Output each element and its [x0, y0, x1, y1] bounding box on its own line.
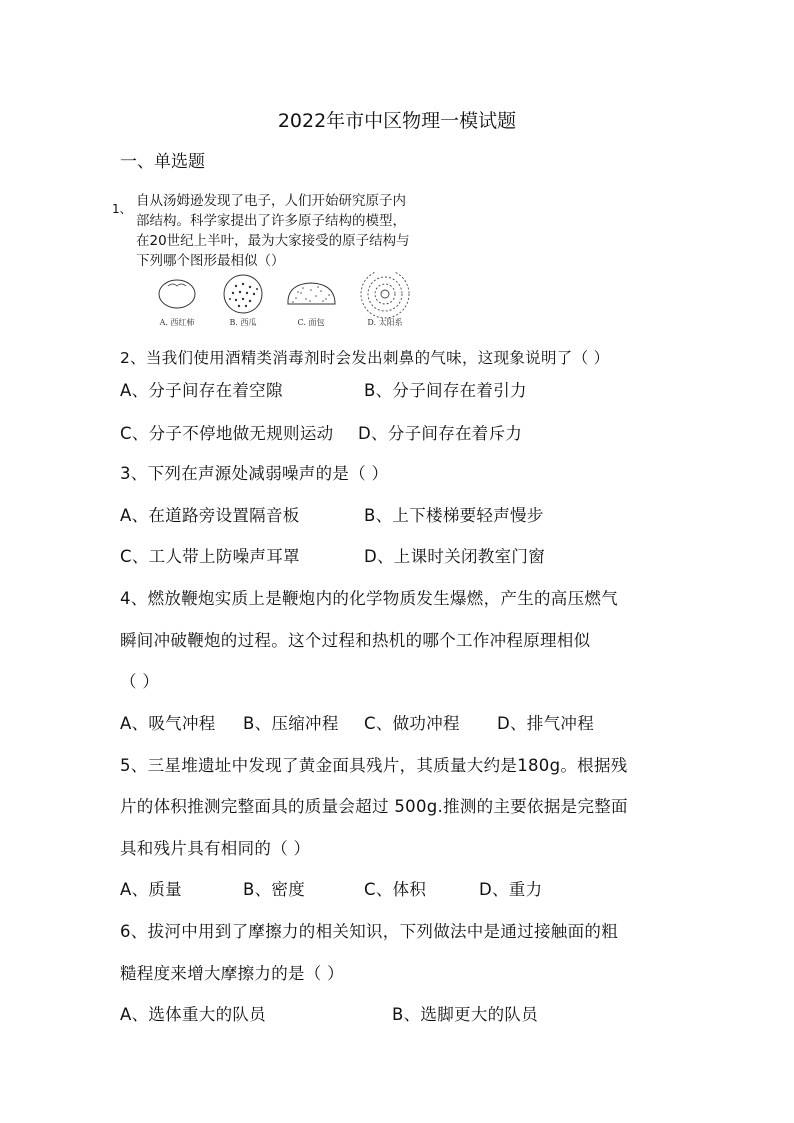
q1-number: 1、 — [112, 202, 132, 216]
q1-stem-line: 下列哪个图形最相似（） — [136, 253, 285, 269]
q4-stem-line: 4、燃放鞭炮实质上是鞭炮内的化学物质发生爆燃，产生的高压燃气 — [120, 589, 618, 608]
page-title: 2022年市中区物理一模试题 — [277, 110, 517, 132]
q3-option-d: D、上课时关闭教室门窗 — [364, 547, 546, 566]
q2-option-a: A、分子间存在着空隙 — [120, 381, 283, 400]
q3-option-b: B、上下楼梯要轻声慢步 — [364, 506, 544, 525]
q1-figures — [140, 272, 420, 330]
figure-label: A. 西红柿 — [159, 318, 195, 327]
q5-stem-line: 片的体积推测完整面具的质量会超过 500g.推测的主要依据是完整面 — [120, 797, 628, 816]
q4-stem-line: 瞬间冲破鞭炮的过程。这个过程和热机的哪个工作冲程原理相似 — [120, 631, 591, 650]
q3-option-c: C、工人带上防噪声耳罩 — [120, 547, 300, 566]
q5-stem-line: 5、三星堆遗址中发现了黄金面具残片，其质量大约是180g。根据残 — [120, 756, 628, 775]
q3-stem: 3、下列在声源处减弱噪声的是（ ） — [120, 464, 389, 483]
q1-stem-line: 部结构。科学家提出了许多原子结构的模型， — [136, 213, 406, 229]
q1-stem-line: 自从汤姆逊发现了电子，人们开始研究原子内 — [136, 193, 406, 209]
q5-option-d: D、重力 — [479, 880, 543, 899]
q6-stem-line: 糙程度来增大摩擦力的是（ ） — [120, 964, 344, 983]
q4-option-c: C、做功冲程 — [364, 714, 460, 733]
bread-figure — [288, 283, 335, 304]
q2-option-b: B、分子间存在着引力 — [364, 381, 527, 400]
q4-option-b: B、压缩冲程 — [243, 714, 339, 733]
q5-option-b: B、密度 — [243, 880, 306, 899]
q5-option-c: C、体积 — [364, 880, 427, 899]
q4-option-a: A、吸气冲程 — [120, 714, 216, 733]
section-heading: 一、单选题 — [120, 152, 205, 172]
watermelon-figure — [224, 275, 262, 313]
q5-option-a: A、质量 — [120, 880, 182, 899]
figure-label: B. 西瓜 — [229, 318, 257, 327]
tomato-figure — [159, 280, 195, 308]
q1-stem-line: 在20世纪上半叶，最为大家接受的原子结构与 — [136, 233, 410, 249]
figure-label: D. 太阳系 — [367, 318, 403, 327]
q5-stem-line: 具和残片具有相同的（ ） — [120, 839, 311, 858]
q3-option-a: A、在道路旁设置隔音板 — [120, 506, 300, 525]
q6-option-b: B、选脚更大的队员 — [392, 1005, 539, 1024]
q2-stem: 2、当我们使用酒精类消毒剂时会发出刺鼻的气味，这现象说明了（ ） — [120, 349, 610, 367]
q4-option-d: D、排气冲程 — [497, 714, 595, 733]
q6-option-a: A、选体重大的队员 — [120, 1005, 266, 1024]
q2-option-c: C、分子不停地做无规则运动 — [120, 424, 334, 443]
solar-system-figure — [361, 272, 409, 318]
figure-label: C. 面包 — [297, 318, 325, 327]
q4-stem-line: （ ） — [120, 672, 160, 691]
q6-stem-line: 6、拔河中用到了摩擦力的相关知识，下列做法中是通过接触面的粗 — [120, 922, 618, 941]
q2-option-d: D、分子间存在着斥力 — [358, 424, 523, 443]
